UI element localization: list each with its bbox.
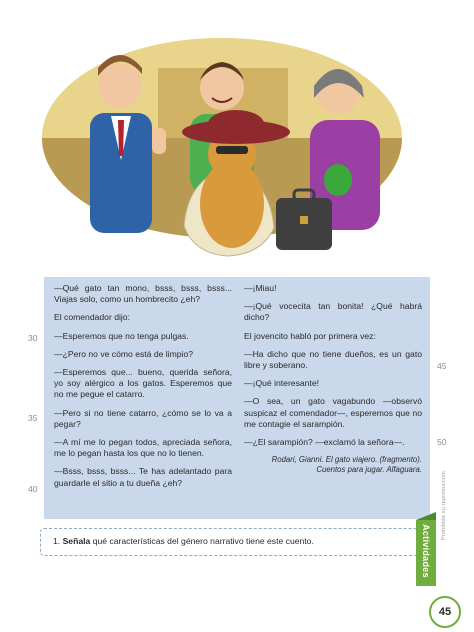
- right-column: [244, 283, 422, 475]
- suitcase: [276, 190, 332, 250]
- paragraph: —O sea, un gato vagabundo —observó suspicaz el comendador—, esperemos que no me contagie el sarampión.: [244, 396, 422, 429]
- paragraph: —¡Qué interesante!: [244, 378, 319, 389]
- source-credit: [244, 455, 422, 475]
- paragraph: —Pero si no tiene catarro, ¿cómo se lo va a pegar?: [54, 407, 232, 429]
- paragraph: —¡Qué vocecita tan bonita! ¿Qué habrá dicho?: [244, 301, 422, 323]
- activities-tab-label: Actividades: [421, 524, 431, 578]
- paragraph: —Esperemos que no tenga pulgas.: [54, 330, 189, 341]
- left-column: [54, 283, 232, 496]
- paragraph: —¿Pero no ve cómo está de limpio?: [54, 348, 193, 359]
- line-number-50: 50: [437, 437, 447, 447]
- paragraph: —Qué gato tan mono, bsss, bsss, bsss... Viajas solo, como un hombrecito ¿eh?: [54, 283, 232, 305]
- line-number-30: 30: [28, 333, 38, 343]
- activity-box: [40, 528, 418, 556]
- activities-tab: [416, 520, 436, 586]
- paragraph: El comendador dijo:: [54, 312, 130, 323]
- paragraph: El jovencito habló por primera vez:: [244, 330, 376, 341]
- line-number-40: 40: [28, 484, 38, 494]
- paragraph: —¿El sarampión? —exclamó la señora—.: [244, 437, 405, 448]
- paragraph: —¡Miau!: [244, 283, 277, 293]
- story-illustration: [38, 28, 406, 266]
- credit-line: Rodari, Gianni. El gato viajero. (fragmento).: [271, 455, 422, 465]
- activity-text: qué características del género narrativo tiene este cuento.: [90, 536, 314, 546]
- line-number-45: 45: [437, 361, 447, 371]
- story-text-panel: [44, 277, 430, 519]
- paragraph: —Esperemos que... bueno, querida señora, yo soy alérgico a los gatos. Esperemos que no me pegue el catarro.: [54, 367, 232, 400]
- credit-line: Cuentos para jugar. Alfaguara.: [316, 465, 422, 475]
- paragraph: —Bsss, bsss, bsss... Te has adelantado para guardarle el sitio a tu dueña ¿eh?: [54, 466, 232, 488]
- activity-item: [53, 536, 314, 546]
- page-number: 45: [429, 596, 461, 628]
- activity-verb: Señala: [62, 536, 91, 546]
- activity-number: 1.: [53, 536, 61, 546]
- copyright-note: Prohibida su reproducción: [441, 471, 447, 540]
- paragraph: —A mí me lo pegan todos, apreciada señora, me lo pegan hasta los que no lo tienen.: [54, 437, 232, 459]
- line-number-35: 35: [28, 413, 38, 423]
- paragraph: —Ha dicho que no tiene dueños, es un gato libre y soberano.: [244, 348, 422, 371]
